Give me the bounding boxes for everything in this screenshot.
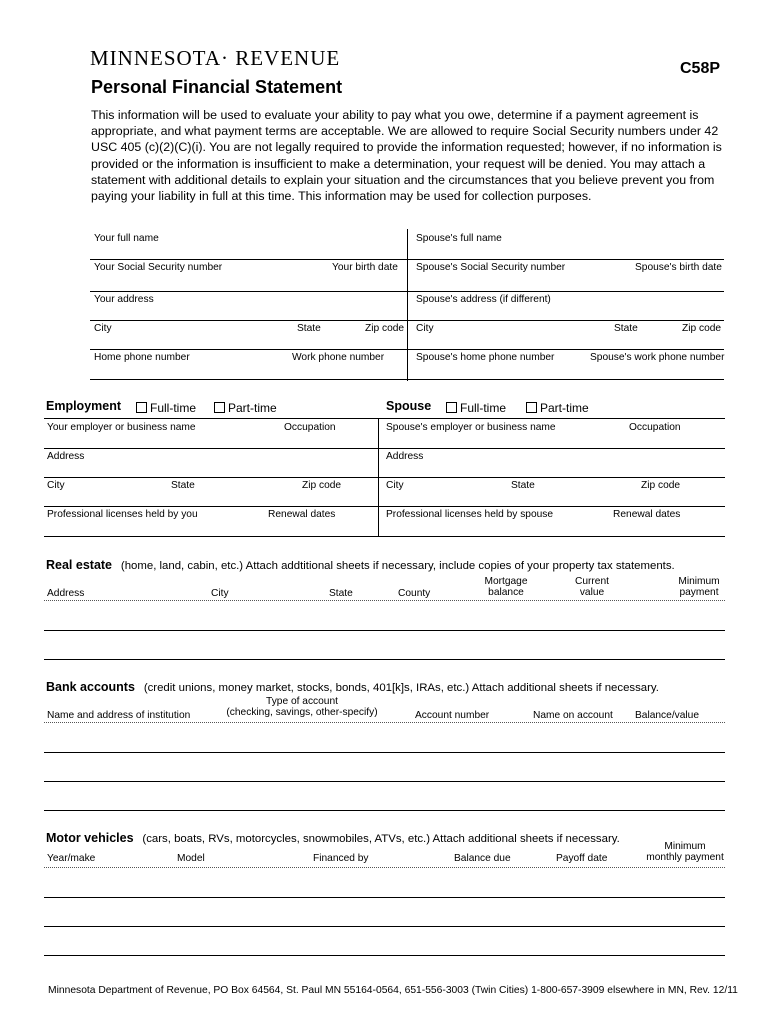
re-county-col: County	[398, 588, 431, 599]
spouse-city-label: City	[416, 323, 434, 334]
home-phone-label: Home phone number	[94, 352, 190, 363]
vehicle-minimum-payment-col: Minimum monthly payment	[646, 841, 724, 863]
spouse-work-phone-label: Spouse's work phone number	[590, 352, 725, 363]
minnesota-revenue-logo: MINNESOTA· REVENUE	[90, 46, 341, 70]
spouse-full-time-checkbox[interactable]	[446, 402, 457, 413]
your-address-label: Your address	[94, 294, 154, 305]
page-title: Personal Financial Statement	[91, 77, 343, 97]
vehicle-financed-by-col: Financed by	[313, 853, 369, 864]
bank-account-number-col: Account number	[415, 710, 490, 721]
your-city-label: City	[94, 323, 112, 334]
renewal-label: Renewal dates	[268, 509, 336, 520]
full-name-field-line[interactable]	[90, 259, 724, 260]
re-city-col: City	[211, 588, 229, 599]
re-address-col: Address	[47, 588, 85, 599]
spouse-employer-state-label: State	[511, 480, 535, 491]
spouse-licenses-label: Professional licenses held by spouse	[386, 509, 554, 520]
full-time-checkbox[interactable]	[136, 402, 147, 413]
spouse-part-time-option[interactable]: Part-time	[526, 401, 589, 415]
your-ssn-label: Your Social Security number	[94, 262, 223, 273]
vehicle-row-line[interactable]	[44, 897, 725, 898]
footer-address: Minnesota Department of Revenue, PO Box 64564, St. Paul MN 55164-0564, 651-556-3003 (Twin Cities) 1-800-657-3909 elsewhere in MN, Rev. 12/11	[48, 985, 738, 996]
phone-field-line[interactable]	[90, 379, 724, 380]
spouse-full-time-option[interactable]: Full-time	[446, 401, 506, 415]
vehicle-row-line[interactable]	[44, 926, 725, 927]
vehicles-header-line	[44, 867, 725, 868]
bank-row-line[interactable]	[44, 810, 725, 811]
bank-row-line[interactable]	[44, 781, 725, 782]
employer-address-field-line[interactable]	[44, 477, 725, 478]
employment-part-time-option[interactable]: Part-time	[214, 401, 277, 415]
real-estate-header-line	[44, 600, 725, 601]
your-birth-date-label: Your birth date	[332, 262, 398, 273]
personal-divider	[407, 229, 408, 381]
your-full-name-label: Your full name	[94, 233, 159, 244]
licenses-label: Professional licenses held by you	[47, 509, 198, 520]
motor-vehicles-header: Motor vehicles (cars, boats, RVs, motorcycles, snowmobiles, ATVs, etc.) Attach additional sheets if necessary.	[46, 831, 620, 845]
address-field-line[interactable]	[90, 320, 724, 321]
bank-row-line[interactable]	[44, 752, 725, 753]
ssn-field-line[interactable]	[90, 291, 724, 292]
spouse-birth-date-label: Spouse's birth date	[635, 262, 722, 273]
spouse-home-phone-label: Spouse's home phone number	[416, 352, 555, 363]
spouse-full-name-label: Spouse's full name	[416, 233, 502, 244]
employer-field-line[interactable]	[44, 448, 725, 449]
spouse-employer-city-label: City	[386, 480, 404, 491]
bank-balance-col: Balance/value	[635, 710, 700, 721]
spouse-ssn-label: Spouse's Social Security number	[416, 262, 566, 273]
bank-header-line	[44, 722, 725, 723]
vehicle-payoff-date-col: Payoff date	[556, 853, 608, 864]
licenses-field-line[interactable]	[44, 536, 725, 537]
city-field-line[interactable]	[90, 349, 724, 350]
work-phone-label: Work phone number	[292, 352, 385, 363]
your-zip-label: Zip code	[365, 323, 405, 334]
spouse-employment-heading: Spouse	[386, 399, 432, 413]
re-minimum-payment-col: Minimum payment	[678, 576, 720, 598]
real-estate-row-line[interactable]	[44, 630, 725, 631]
employer-city-label: City	[47, 480, 65, 491]
your-state-label: State	[297, 323, 321, 334]
vehicle-model-col: Model	[177, 853, 205, 864]
employment-top-line	[44, 418, 725, 419]
employer-address-label: Address	[47, 451, 85, 462]
spouse-address-label: Spouse's address (if different)	[416, 294, 551, 305]
vehicle-year-make-col: Year/make	[47, 853, 96, 864]
re-mortgage-col: Mortgage balance	[484, 576, 528, 598]
form-number: C58P	[680, 60, 721, 77]
spouse-employer-zip-label: Zip code	[641, 480, 681, 491]
re-current-value-col: Current value	[575, 576, 609, 598]
vehicle-balance-due-col: Balance due	[454, 853, 511, 864]
real-estate-row-line[interactable]	[44, 659, 725, 660]
spouse-employer-label: Spouse's employer or business name	[386, 422, 556, 433]
spouse-occupation-label: Occupation	[629, 422, 681, 433]
real-estate-header: Real estate (home, land, cabin, etc.) Attach addtitional sheets if necessary, include copies of your property tax statements.	[46, 558, 675, 572]
employment-full-time-option[interactable]: Full-time	[136, 401, 196, 415]
employer-state-label: State	[171, 480, 195, 491]
re-state-col: State	[329, 588, 353, 599]
part-time-checkbox[interactable]	[214, 402, 225, 413]
employer-city-field-line[interactable]	[44, 506, 725, 507]
spouse-state-label: State	[614, 323, 638, 334]
spouse-renewal-label: Renewal dates	[613, 509, 681, 520]
bank-accounts-header: Bank accounts (credit unions, money market, stocks, bonds, 401[k]s, IRAs, etc.) Attach additional sheets if necessary.	[46, 680, 659, 694]
intro-paragraph: This information will be used to evaluate your ability to pay what you owe, determine if a payment agreement is appropriate, and what payment terms are acceptable. We are allowed to require Social Security numbers under 42 USC 405 (c)(2)(C)(i). You are not legally required to provide the information requested; however, if no information is provided or the information is insufficient to make a determination, your request will be denied. You may attach a statement with additional details to explain your situation and the circumstances that you believe prevent you from paying your liability in full at this time. This information may be used for collection purposes.	[91, 108, 722, 204]
bank-name-on-account-col: Name on account	[533, 710, 613, 721]
employer-label: Your employer or business name	[47, 422, 196, 433]
spouse-part-time-checkbox[interactable]	[526, 402, 537, 413]
spouse-employer-address-label: Address	[386, 451, 424, 462]
employer-zip-label: Zip code	[302, 480, 342, 491]
bank-name-address-col: Name and address of institution	[47, 710, 191, 721]
occupation-label: Occupation	[284, 422, 336, 433]
spouse-zip-label: Zip code	[682, 323, 722, 334]
employment-heading: Employment	[46, 399, 122, 413]
vehicle-row-line[interactable]	[44, 955, 725, 956]
bank-type-col: Type of account (checking, savings, other-specify)	[226, 696, 378, 718]
